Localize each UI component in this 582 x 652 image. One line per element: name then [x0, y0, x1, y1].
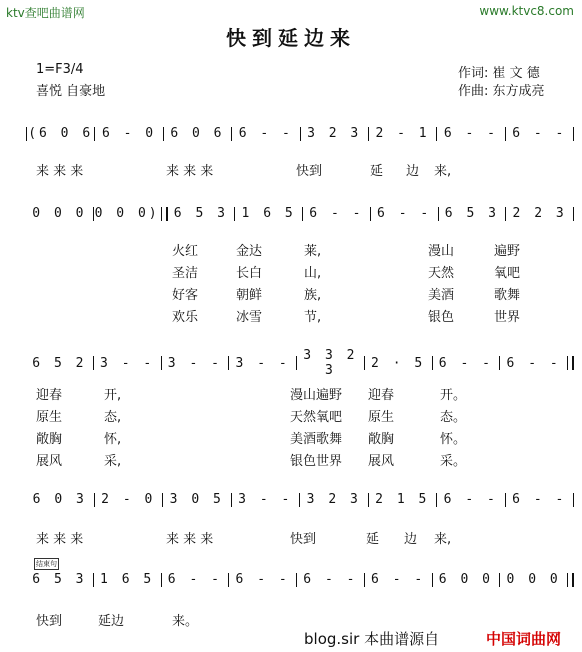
lyric: 美酒歌舞 — [290, 432, 343, 447]
measure: 6 - - — [443, 492, 498, 507]
lyric: 来 来 来 — [166, 532, 214, 547]
lyric: 延 — [366, 532, 380, 547]
measure: 2 2 3 — [512, 206, 567, 221]
lyric: 快到 — [290, 532, 317, 547]
song-title: 快到延边来 — [226, 26, 356, 50]
lyric: 态, — [104, 410, 122, 425]
lyric: 敞胸 — [36, 432, 63, 447]
measure: 3 2 3 — [307, 126, 362, 141]
measure: 2 · 5 — [371, 355, 426, 371]
notation-row-5 — [26, 572, 574, 587]
measure: 6 5 3 — [173, 206, 228, 221]
notation-row-2 — [26, 206, 574, 221]
measure: 6 - - — [443, 126, 498, 141]
lyric: 来, — [434, 164, 452, 179]
lyric: 金达 — [236, 244, 263, 259]
lyric: 来 来 来 — [166, 164, 214, 179]
lyric: 采。 — [440, 454, 467, 469]
lyric: 山, — [304, 266, 322, 281]
lyricist: 作词: 崔 文 德 — [458, 66, 540, 81]
measure: 6 5 3 — [32, 572, 87, 587]
lyric: 银色 — [428, 310, 455, 325]
measure: 3 2 3 — [306, 492, 361, 507]
measure: 6 0 6 — [170, 126, 225, 141]
lyric: 冰雪 — [236, 310, 263, 325]
measure: 6 5 2 — [32, 355, 87, 371]
lyric: 来。 — [172, 614, 199, 629]
lyric: 欢乐 — [172, 310, 199, 325]
measure: 1 6 5 — [100, 572, 155, 587]
lyric: 延边 — [98, 614, 125, 629]
lyric: 漫山遍野 — [290, 388, 343, 403]
lyric: 原生 — [368, 410, 395, 425]
notation-row-4 — [26, 492, 574, 507]
notation-row-1 — [26, 126, 574, 141]
lyric: 原生 — [36, 410, 63, 425]
footer-brand: 中国词曲网 — [486, 630, 562, 648]
lyric: 展风 — [36, 454, 63, 469]
lyric: 敞胸 — [368, 432, 395, 447]
lyric: 快到 — [296, 164, 323, 179]
lyric: 银色世界 — [290, 454, 343, 469]
measure: 6 - - — [506, 355, 561, 371]
notation-row-3 — [26, 348, 574, 378]
lyric: 来, — [434, 532, 452, 547]
measure: 6 0 3 — [32, 492, 87, 507]
measure: 6 0 0 — [438, 572, 493, 587]
measure: 6 5 3 — [444, 206, 499, 221]
measure: 6 - - — [512, 126, 567, 141]
lyric: 火红 — [172, 244, 199, 259]
lyric: 族, — [304, 288, 322, 303]
lyric: 开。 — [440, 388, 467, 403]
lyric: 美酒 — [428, 288, 455, 303]
lyric: 开, — [104, 388, 122, 403]
footer-source: blog.sir 本曲谱源自 — [304, 630, 440, 648]
lyric: 快到 — [36, 614, 63, 629]
measure: 3 0 5 — [169, 492, 224, 507]
lyric: 怀。 — [440, 432, 467, 447]
ending-tag: 结束句 — [36, 560, 57, 568]
measure: 6 - - — [238, 126, 293, 141]
lyric: 莱, — [304, 244, 322, 259]
lyric: 展风 — [368, 454, 395, 469]
lyric: 遍野 — [494, 244, 521, 259]
measure: 3 - - — [235, 355, 290, 371]
lyric: 来 来 来 — [36, 164, 84, 179]
key-signature: 1=F3/4 — [36, 62, 84, 77]
measure: 6 - - — [512, 492, 567, 507]
measure: 3 3 2 3 — [303, 348, 358, 378]
measure: 2 - 0 — [101, 492, 156, 507]
watermark-left: ktv查吧曲谱网 — [6, 6, 85, 20]
measure: 6 - - — [438, 355, 493, 371]
lyric: 迎春 — [368, 388, 395, 403]
lyric: 天然氧吧 — [290, 410, 343, 425]
lyric: 迎春 — [36, 388, 63, 403]
measure: 6 - - — [235, 572, 290, 587]
lyric: 怀, — [104, 432, 122, 447]
measure: 3 - - — [167, 355, 222, 371]
lyric: 歌舞 — [494, 288, 521, 303]
lyric: 态。 — [440, 410, 467, 425]
measure: 6 - - — [377, 206, 432, 221]
lyric: 世界 — [494, 310, 521, 325]
lyric: 圣洁 — [172, 266, 199, 281]
measure: 3 - - — [238, 492, 293, 507]
measure: (6 0 6 — [28, 126, 94, 141]
measure: 2 1 5 — [375, 492, 430, 507]
measure: 0 0 0 — [32, 206, 87, 221]
measure: 6 - - — [303, 572, 358, 587]
measure: 1 6 5 — [241, 206, 296, 221]
lyric: 节, — [304, 310, 322, 325]
lyric: 边 — [404, 532, 418, 547]
composer: 作曲: 东方成亮 — [458, 84, 545, 99]
measure: 2 - 1 — [375, 126, 430, 141]
measure: 6 - - — [371, 572, 426, 587]
lyric: 好客 — [172, 288, 199, 303]
lyric: 延 — [370, 164, 384, 179]
measure: 0 0 0) — [94, 206, 160, 221]
measure: 6 - 0 — [101, 126, 157, 141]
lyric: 氧吧 — [494, 266, 521, 281]
lyric: 朝鲜 — [236, 288, 263, 303]
measure: 3 - - — [100, 355, 155, 371]
lyric: 来 来 来 — [36, 532, 84, 547]
measure: 6 - - — [167, 572, 222, 587]
lyric: 天然 — [428, 266, 455, 281]
lyric: 漫山 — [428, 244, 455, 259]
measure: 0 0 0 — [506, 572, 561, 587]
lyric: 边 — [406, 164, 420, 179]
tempo-mood: 喜悦 自豪地 — [36, 84, 106, 99]
watermark-right: www.ktvc8.com — [479, 4, 574, 18]
lyric: 采, — [104, 454, 122, 469]
lyric: 长白 — [236, 266, 263, 281]
measure: 6 - - — [309, 206, 364, 221]
